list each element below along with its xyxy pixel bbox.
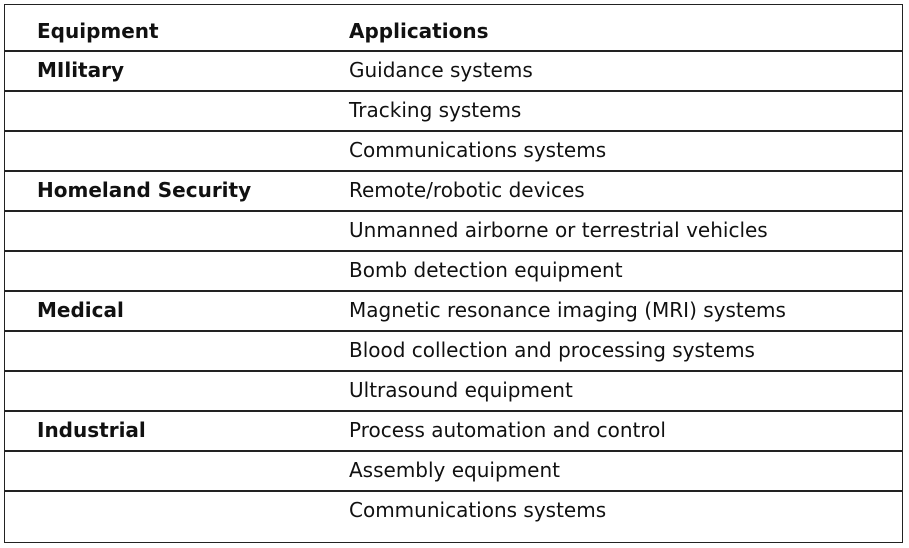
application-cell: Ultrasound equipment <box>349 378 573 402</box>
application-cell: Communications systems <box>349 138 607 162</box>
table-row <box>5 450 902 490</box>
equipment-cell: Medical <box>37 298 124 322</box>
application-cell: Blood collection and processing systems <box>349 338 755 362</box>
header-applications: Applications <box>349 19 489 43</box>
table-row <box>5 330 902 370</box>
table-row <box>5 210 902 250</box>
table-row <box>5 370 902 410</box>
table-row <box>5 130 902 170</box>
table-row <box>5 410 902 450</box>
equipment-cell: MIlitary <box>37 58 125 82</box>
equipment-applications-table <box>4 4 903 543</box>
table-row <box>5 50 902 90</box>
equipment-cell: Industrial <box>37 418 146 442</box>
application-cell: Unmanned airborne or terrestrial vehicles <box>349 218 768 242</box>
application-cell: Assembly equipment <box>349 458 560 482</box>
application-cell: Communications systems <box>349 498 607 522</box>
application-cell: Tracking systems <box>349 98 522 122</box>
table-row <box>5 250 902 290</box>
table-row <box>5 170 902 210</box>
application-cell: Guidance systems <box>349 58 533 82</box>
application-cell: Process automation and control <box>349 418 666 442</box>
application-cell: Remote/robotic devices <box>349 178 585 202</box>
application-cell: Bomb detection equipment <box>349 258 623 282</box>
table-header-row <box>5 11 902 51</box>
equipment-cell: Homeland Security <box>37 178 252 202</box>
table-row <box>5 90 902 130</box>
header-equipment: Equipment <box>37 19 159 43</box>
table-row <box>5 290 902 330</box>
table-row <box>5 490 902 530</box>
application-cell: Magnetic resonance imaging (MRI) systems <box>349 298 786 322</box>
